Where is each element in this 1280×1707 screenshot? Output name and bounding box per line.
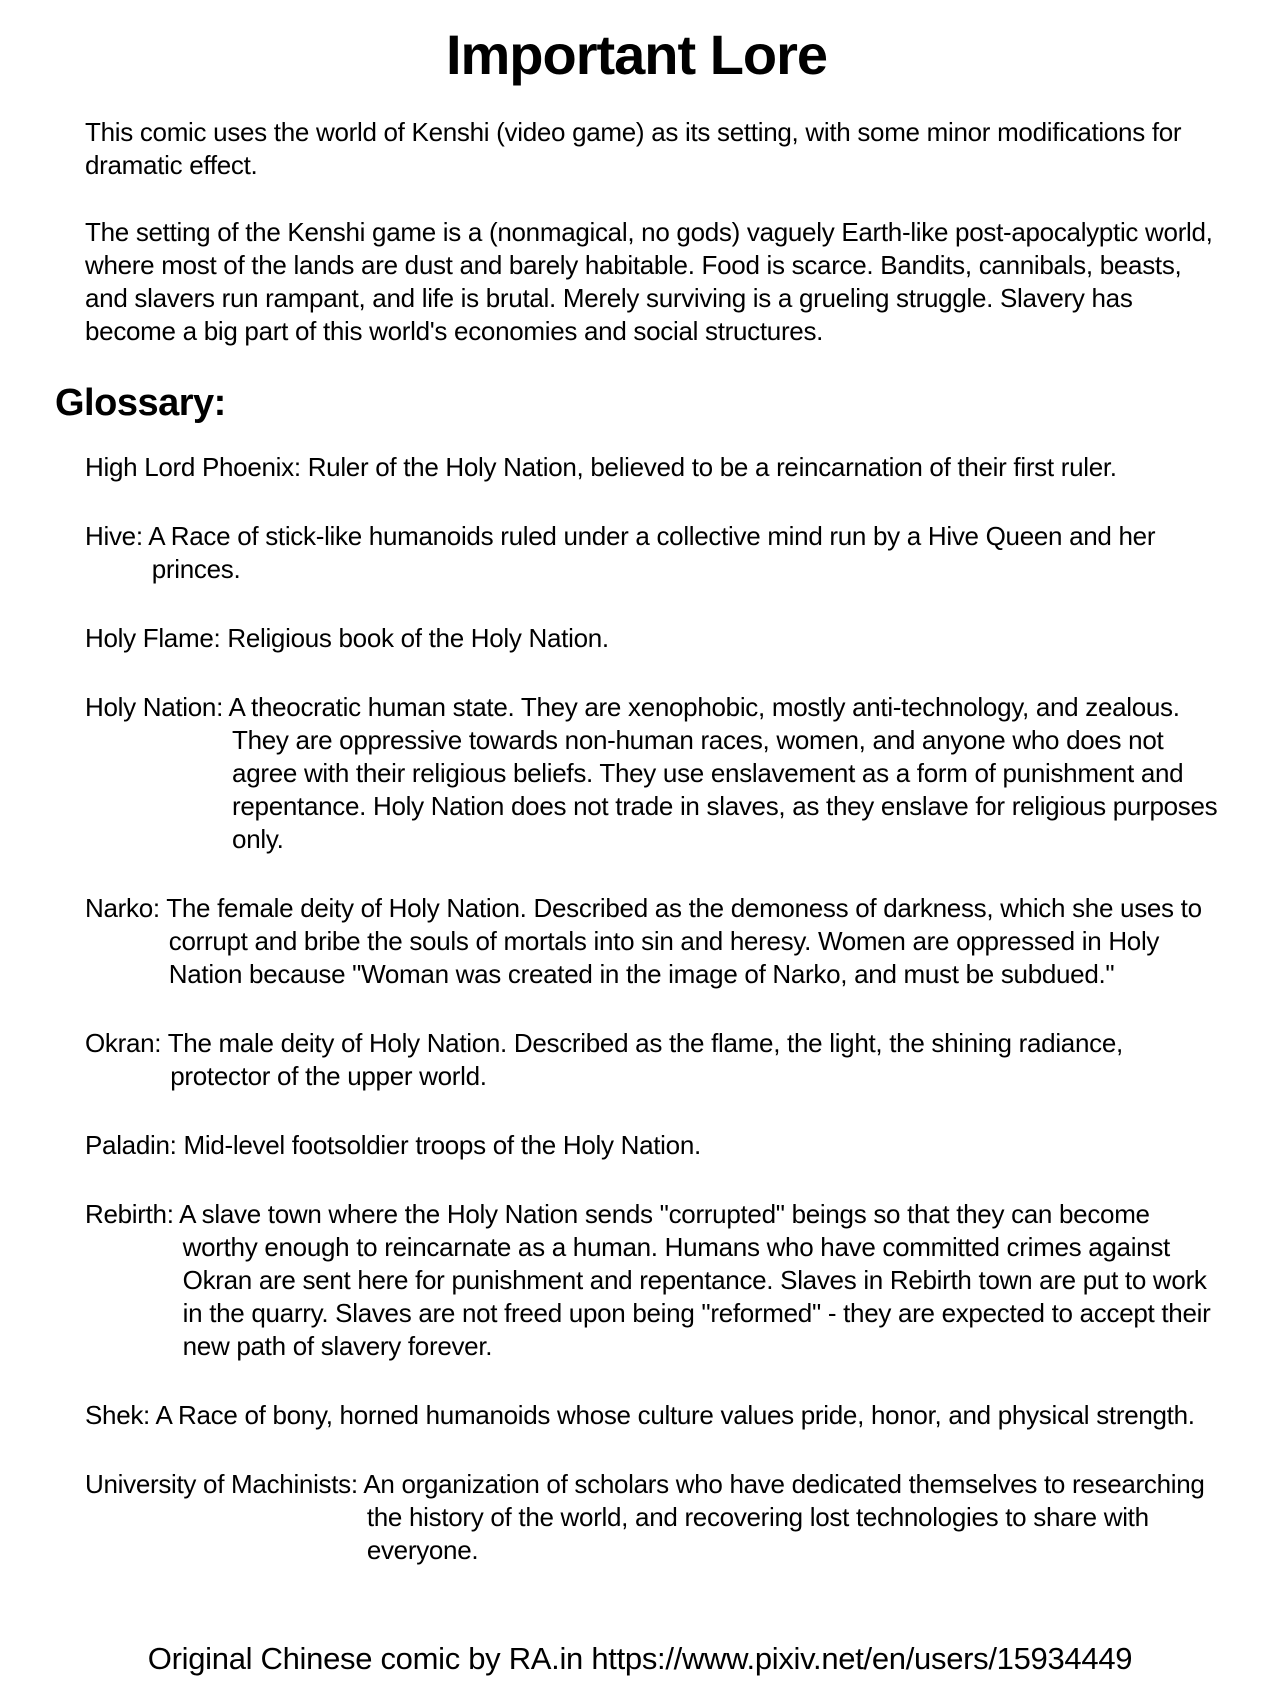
glossary-entry [85, 1129, 1218, 1162]
glossary-term: Rebirth: [85, 1199, 174, 1230]
glossary-term: Okran: [85, 1028, 162, 1059]
glossary-term: Holy Flame: [85, 623, 221, 654]
glossary-entry [85, 1468, 1218, 1567]
glossary-term: Paladin: [85, 1130, 177, 1161]
intro-paragraph: The setting of the Kenshi game is a (nonmagical, no gods) vaguely Earth-like post-apocalyptic world, where most of the lands are dust and barely habitable. Food is scarce. Bandits, cannibals, beasts, and slavers run rampant, and life is brutal. Merely surviving is a grueling struggle. Slavery has become a big part of this world's economies and social structures. [85, 216, 1213, 346]
glossary-definition: The female deity of Holy Nation. Described as the demoness of darkness, which she uses to corrupt and bribe the souls of mortals into sin and heresy. Women are oppressed in Holy Nation because "Woman was created in the image of Narko, and must be subdued." [166, 893, 1202, 990]
page-title: Important Lore [445, 23, 828, 86]
glossary-term: Holy Nation: [85, 692, 224, 723]
glossary-entry [85, 520, 1218, 586]
glossary-definition: The male deity of Holy Nation. Described as the flame, the light, the shining radiance, protector of the upper world. [167, 1028, 1123, 1092]
glossary-definition: A slave town where the Holy Nation sends "corrupted" beings so that they can become worthy enough to reincarnate as a human. Humans who have committed crimes against Okran are sent here for punishment and repentance. Slaves in Rebirth town are put to work in the quarry. Slaves are not freed upon being "reformed" - they are expected to accept their new path of slavery forever. [179, 1199, 1211, 1362]
glossary-definition: An organization of scholars who have dedicated themselves to researching the history of the world, and recovering lost technologies to share with everyone. [363, 1469, 1205, 1566]
glossary-entry [85, 1399, 1218, 1432]
glossary-definition: Religious book of the Holy Nation. [227, 623, 609, 654]
glossary-entry [85, 691, 1218, 856]
glossary-term: University of Machinists: [85, 1469, 358, 1500]
glossary-term: High Lord Phoenix: [85, 452, 301, 483]
intro-paragraph: This comic uses the world of Kenshi (video game) as its setting, with some minor modifications for dramatic effect. [85, 116, 1182, 180]
footer-credit: Original Chinese comic by RA.in https://www.pixiv.net/en/users/15934449 [147, 1641, 1133, 1676]
glossary-entry [85, 451, 1218, 484]
glossary-definition: A Race of stick-like humanoids ruled under a collective mind run by a Hive Queen and her princes. [148, 521, 1156, 585]
glossary-entry [85, 892, 1218, 991]
glossary-definition: Mid-level footsoldier troops of the Holy Nation. [183, 1130, 701, 1161]
glossary-definition: Ruler of the Holy Nation, believed to be a reincarnation of their first ruler. [307, 452, 1117, 483]
glossary-term: Hive: [85, 521, 143, 552]
glossary-entry [85, 1027, 1218, 1093]
glossary-term: Shek: [85, 1400, 150, 1431]
glossary-entry [85, 622, 1218, 655]
glossary-definition: A theocratic human state. They are xenophobic, mostly anti-technology, and zealous. They are oppressive towards non-human races, women, and anyone who does not agree with their religious beliefs. They use enslavement as a form of punishment and repentance. Holy Nation does not trade in slaves, as they enslave for religious purposes only. [228, 692, 1218, 855]
glossary-heading: Glossary: [55, 381, 226, 424]
glossary-entry [85, 1198, 1218, 1363]
glossary-definition: A Race of bony, horned humanoids whose culture values pride, honor, and physical strength. [155, 1400, 1195, 1431]
glossary-term: Narko: [85, 893, 160, 924]
